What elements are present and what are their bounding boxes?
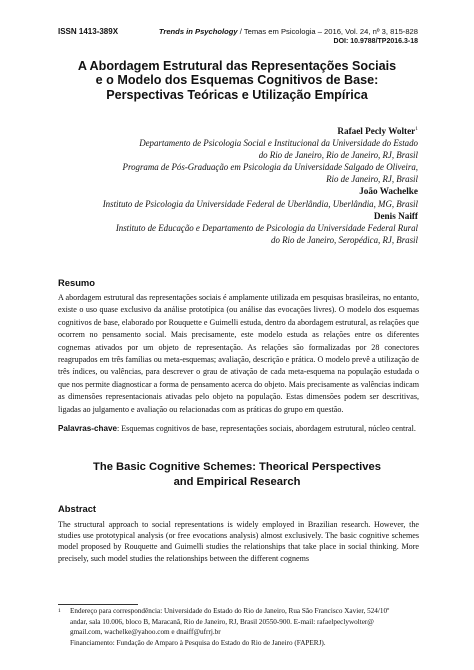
author-name: Rafael Pecly Wolter: [337, 125, 416, 136]
resumo-text: A abordagem estrutural das representações sociais é amplamente utilizada em pesquisas brasileiras, no entanto, existe o uso quase exclusivo da análise prototípica (ou análise das evocações livres). O modelo dos esquemas cognitivos de base, elaborado por Rouquette e Guimelli estuda, dentro da abordagem estrutural, as relações que ocorrem no pensamento social. Mais precisamente, este modelo estuda as relações entre os diferentes cognemas ativados por um objeto de representação. As relações são formalizadas por 28 conectores reagrupados em três famílias ou meta-esquemas; avaliação, descrição e prática. O modelo prevê a utilização de três índices, ou valências, para descrever o grau de ativação de cada meta-esquema na população estudada o que nos permite diagnosticar a forma de pensamento acerca do objeto. Mais precisamente as valências indicam as dimensões representacionais ativadas pelo objeto na população. Estas dimensões podem ser descritivas, ligadas ao julgamento e avaliação ou relacionadas com as práticas do grupo em questão.: [58, 293, 419, 414]
footnote-line: gmail.com, wachelke@yahoo.com e dnaiff@ufrrj.br: [70, 628, 221, 637]
affiliation-line: Instituto de Psicologia da Universidade Federal de Uberlândia, Uberlândia, MG, Brasil: [102, 198, 418, 209]
footnote-mark: 1: [415, 126, 418, 132]
footnote-number: 1: [58, 608, 61, 614]
affiliation-line: do Rio de Janeiro, Seropédica, RJ, Brasil: [271, 234, 418, 245]
footnote: [58, 606, 419, 648]
running-header: [159, 27, 418, 47]
keywords-label: Palavras-chave: [58, 424, 117, 433]
journal-name: Trends in Psychology: [158, 27, 238, 36]
doi: DOI: 10.9788/TP2016.3-18: [333, 38, 418, 45]
authors-block: [58, 123, 418, 246]
title-line: Perspectivas Teóricas e Utilização Empírica: [106, 87, 368, 102]
author-name: João Wachelke: [359, 186, 418, 197]
title-line: e o Modelo dos Esquemas Cognitivos de Base:: [95, 73, 379, 88]
affiliation-line: Rio de Janeiro, RJ, Brasil: [326, 174, 418, 185]
article-title-pt: [40, 59, 434, 102]
affiliation-line: Instituto de Educação e Departamento de Psicologia da Universidade Federal Rural: [115, 222, 418, 233]
title-line: The Basic Cognitive Schemes: Theorical Perspectives: [93, 461, 381, 473]
footnote-line: andar, sala 10.006, bloco B, Maracanã, Rio de Janeiro, RJ, Brasil 20550-900. E-mail: rafaelpeclywolter@: [70, 617, 374, 626]
citation: / Temas em Psicologia – 2016, Vol. 24, nº 3, 815-828: [237, 27, 418, 36]
author-name: Denis Naiff: [373, 210, 418, 221]
article-title-en: [40, 460, 434, 491]
keywords: [58, 423, 419, 435]
footnote-divider: [58, 604, 138, 605]
keywords-text: : Esquemas cognitivos de base, representações sociais, abordagem estrutural, núcleo central.: [116, 424, 416, 433]
affiliation-line: Programa de Pós-Graduação em Psicologia da Universidade Salgado de Oliveira,: [122, 162, 418, 173]
affiliation-line: do Rio de Janeiro, Rio de Janeiro, RJ, Brasil: [258, 150, 418, 161]
abstract-heading: Abstract: [58, 503, 97, 514]
title-line: and Empirical Research: [173, 476, 301, 489]
abstract-text: The structural approach to social representations is widely employed in Brazilian research. However, the studies use prototypical analysis (or free evocations analysis) almost exclusively. The basic cognitive schemes model proposed by Rouquette and Guimelli studies the relationships that take place in social thinking. More precisely, such model studies the relationships between the different cognems: [58, 520, 419, 563]
title-line: A Abordagem Estrutural das Representações Sociais: [77, 59, 397, 73]
resumo-heading: Resumo: [58, 277, 95, 288]
issn: ISSN 1413-389X: [58, 27, 119, 36]
footnote-line: Financiamento: Fundação de Amparo à Pesquisa do Estado do Rio de Janeiro (FAPERJ).: [70, 638, 326, 647]
affiliation-line: Departamento de Psicologia Social e Institucional da Universidade do Estado: [139, 138, 418, 149]
footnote-line: Endereço para correspondência: Universidade do Estado do Rio de Janeiro, Rua São Francisco Xavier, 524/10º: [70, 607, 390, 615]
